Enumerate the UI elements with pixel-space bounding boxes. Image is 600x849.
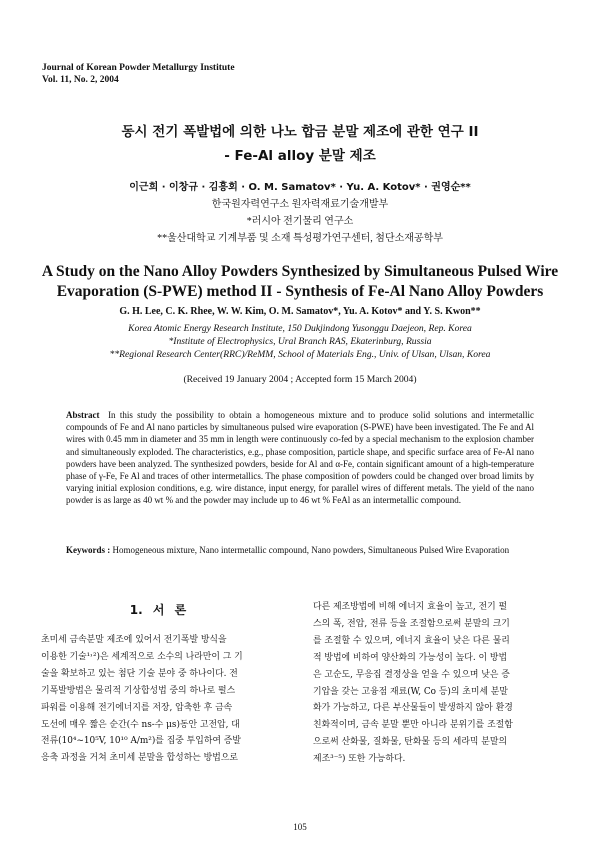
body-line: 기압을 갖는 고융점 재료(W, Co 등)의 초미세 분말 <box>313 686 508 697</box>
english-authors: G. H. Lee, C. K. Rhee, W. W. Kim, O. M. Samatov*, Yu. A. Kotov* and Y. S. Kwon** <box>119 306 481 317</box>
korean-affiliation: **울산대학교 기계부품 및 소재 특성평가연구센터, 첨단소재공학부 <box>157 233 443 244</box>
body-column-left <box>41 632 243 767</box>
body-line: 를 조절할 수 있으며, 에너지 효율이 낮은 다른 물리 <box>313 635 510 646</box>
english-affiliation: **Regional Research Center(RRC)/ReMM, School of Materials Eng., Univ. of Ulsan, Ulsan, Korea <box>109 349 491 360</box>
page-number: 105 <box>293 822 307 832</box>
body-line: 제조³⁻⁵) 또한 가능하다. <box>313 754 406 765</box>
body-line: 스의 폭, 전압, 전류 등을 조절함으로써 분말의 크기 <box>313 618 510 629</box>
korean-affiliation: *러시아 전기물리 연구소 <box>246 216 354 227</box>
body-line: 전류(10⁴~10⁵V, 10¹⁰ A/m²)를 집중 투입하여 증발 <box>41 736 241 747</box>
english-title-line-2: Evaporation (S-PWE) method II - Synthesis of Fe-Al Nano Alloy Powders <box>56 283 544 300</box>
abstract-text: In this study the possibility to obtain a homogeneous mixture and to produce solid solutions and intermetallic compounds of Fe and Al nano particles by simultaneous pulsed wire evaporation (S-PWE) have been investigated. The Fe and Al wires with 0.45 mm in diameter and 35 mm in length were continuously co-fed by a special mechanism to the explosion chamber and simultaneously exploded. The characteristics, e.g., phase composition, particle shape, and specific surface area of Fe-Al nano powders have been analyzed. The synthesized powders, beside for Al and α-Fe, contain significant amount of a high-temperature phase of γ-Fe, Fe Al and traces of other intermetallics. The phase composition of powders could be changed over broad limits by varying initial explosion conditions, e.g. wire distance, input energy, for parallel wires of different metals. The yield of the nano powder is as large as 40 wt % and the powder may include up to 46 wt % FeAl as an intermetallic compound. <box>66 410 534 506</box>
body-line: 파워를 이용해 전기에너지를 저장, 압축한 후 금속 <box>41 702 233 713</box>
received-dates: (Received 19 January 2004 ; Accepted form 15 March 2004) <box>183 374 417 385</box>
body-line: 기폭발방법은 물리적 기상합성법 중의 하나로 펄스 <box>41 685 236 696</box>
korean-affiliation: 한국원자력연구소 원자력재료기술개발부 <box>211 199 389 210</box>
abstract-label: Abstract <box>66 410 100 420</box>
body-line: 응축 과정을 거쳐 초미세 분말을 합성하는 방법으로 <box>41 753 238 764</box>
english-title <box>0 262 600 302</box>
keywords-text: Homogeneous mixture, Nano intermetallic compound, Nano powders, Simultaneous Pulsed Wire Evaporation <box>112 545 510 555</box>
body-line: 적 방법에 비하여 양산화의 가능성이 높다. 이 방법 <box>313 652 508 663</box>
english-affiliations <box>0 322 600 361</box>
section-title: 1. 서 론 <box>129 603 187 617</box>
body-line: 은 고순도, 무응집 결정상을 얻을 수 있으며 낮은 증 <box>313 669 510 680</box>
abstract <box>66 409 534 507</box>
korean-title-line-2: - Fe-Al alloy 분말 제조 <box>224 148 376 164</box>
body-line: 으로써 산화물, 질화물, 탄화물 등의 세라믹 분말의 <box>313 737 508 748</box>
body-line: 이용한 기술¹˒²)은 세계적으로 소수의 나라만이 그 기 <box>41 651 243 662</box>
english-title-line-1: A Study on the Nano Alloy Powders Synthesized by Simultaneous Pulsed Wire <box>41 263 559 280</box>
english-affiliation: *Institute of Electrophysics, Ural Branch RAS, Ekaterinburg, Russia <box>168 336 432 347</box>
korean-affiliations <box>0 196 600 247</box>
korean-title-line-1: 동시 전기 폭발법에 의한 나노 합금 분말 제조에 관한 연구 II <box>121 124 479 140</box>
body-line: 친화적이며, 금속 분말 뿐만 아니라 분위기를 조절함 <box>313 720 513 731</box>
korean-authors: 이근희 · 이창규 · 김흥회 · O. M. Samatov* · Yu. A. Kotov* · 권영순** <box>129 182 471 193</box>
body-line: 화가 가능하고, 다른 부산물들이 발생하지 않아 환경 <box>313 703 513 714</box>
body-line: 초미세 금속분말 제조에 있어서 전기폭발 방식을 <box>41 635 227 645</box>
journal-header <box>42 62 235 86</box>
korean-title <box>0 120 600 168</box>
body-line: 도선에 매우 짧은 순간(수 ns-수 μs)동안 고전압, 대 <box>41 719 240 730</box>
journal-volume: Vol. 11, No. 2, 2004 <box>42 75 119 85</box>
keywords-label: Keywords : <box>66 545 111 555</box>
body-line: 술을 확보하고 있는 첨단 기술 분야 중 하나이다. 전 <box>41 668 238 679</box>
english-affiliation: Korea Atomic Energy Research Institute, 150 Dukjindong Yusonggu Daejeon, Rep. Korea <box>128 323 472 334</box>
keywords <box>66 544 534 556</box>
body-line: 다른 제조방법에 비해 에너지 효율이 높고, 전기 펄 <box>313 602 508 612</box>
body-column-right <box>313 599 513 768</box>
journal-name: Journal of Korean Powder Metallurgy Institute <box>42 63 235 73</box>
